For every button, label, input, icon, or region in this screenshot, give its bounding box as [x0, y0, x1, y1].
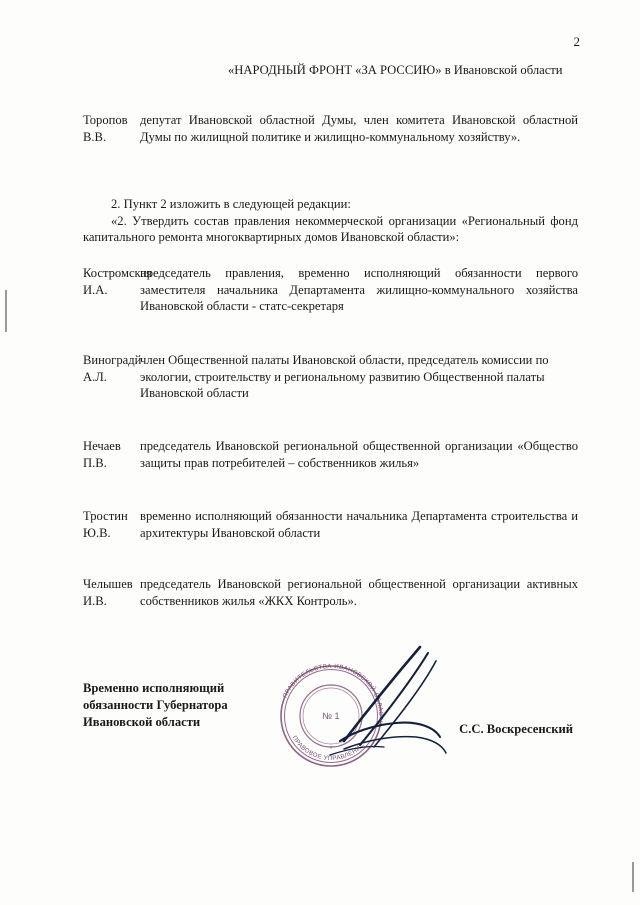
item2-block [83, 196, 578, 246]
table-row [0, 438, 640, 471]
entry-name: Костромская И.А. [83, 266, 152, 297]
header-organization-text: «НАРОДНЫЙ ФРОНТ «ЗА РОССИЮ» в Ивановской области [228, 63, 563, 77]
item2-body: «2. Утвердить состав правления некоммерческой организации «Региональный фонд капитального ремонта многоквартирных домов Ивановской области»: [83, 213, 578, 244]
item2-intro: 2. Пункт 2 изложить в следующей редакции: [111, 197, 351, 211]
table-row [0, 112, 640, 145]
entry-name: Виноградй А.Л. [83, 353, 142, 384]
entry-description: председатель правления, временно исполняющий обязанности первого заместителя начальника Департамента жилищно-коммунального хозяйства Ивановской области - статс-секретаря [140, 266, 578, 313]
entry-name: Тростин Ю.В. [83, 509, 128, 540]
entry-name: Торопов В.В. [83, 113, 128, 144]
entry-description: председатель Ивановской региональной общественной организации активных собственников жилья «ЖКХ Контроль». [140, 577, 578, 608]
entry-chelyshev [0, 576, 640, 609]
entry-name: Челышев И.В. [83, 577, 133, 608]
svg-text:ПРАВИТЕЛЬСТВА ИВАНОВСКОЙ ОБЛАС: ПРАВИТЕЛЬСТВА ИВАНОВСКОЙ ОБЛАСТИ [281, 662, 385, 726]
table-row [0, 265, 640, 315]
entry-kostromskaya [0, 265, 640, 315]
signature-block [83, 680, 583, 737]
table-row [0, 576, 640, 609]
svg-text:*: * [329, 746, 333, 753]
entry-description: временно исполняющий обязанности начальника Департамента строительства и архитектуры Ивановской области [140, 509, 578, 540]
svg-text:№ 1: № 1 [322, 711, 340, 721]
entry-trostin [0, 508, 640, 541]
entry-name: Нечаев П.В. [83, 439, 121, 470]
signer-position: Временно исполняющий обязанности Губернатора Ивановской области [83, 681, 228, 729]
page-number: 2 [573, 34, 580, 49]
entry-description: депутат Ивановской областной Думы, член комитета Ивановской областной Думы по жилищной политике и жилищно-коммунальному хозяйству». [140, 113, 578, 144]
entry-toropov [0, 112, 640, 145]
scan-artifact-left [5, 290, 7, 332]
entry-vinograd [0, 352, 640, 402]
entry-description: председатель Ивановской региональной общественной организации «Общество защиты прав потребителей – собственников жилья» [140, 439, 578, 470]
signer-name: С.С. Воскресенский [459, 722, 573, 736]
entry-description: член Общественной палаты Ивановской области, председатель комиссии по экологии, строительству и региональному развитию Общественной палаты Ивановской области [140, 353, 549, 400]
svg-text:ПРАВОВОЕ УПРАВЛЕНИЕ *: ПРАВОВОЕ УПРАВЛЕНИЕ * [290, 734, 370, 763]
table-row [0, 352, 640, 402]
scan-artifact-right [632, 862, 634, 892]
entry-nechaev [0, 438, 640, 471]
table-row [0, 508, 640, 541]
